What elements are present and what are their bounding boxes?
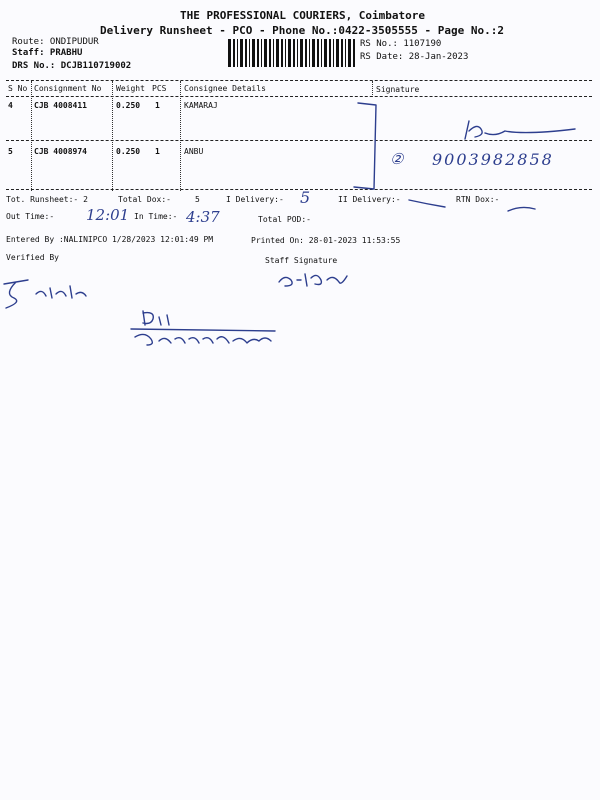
barcode	[228, 39, 356, 67]
cell-consignee: KAMARAJ	[184, 101, 218, 110]
hand-bracket	[350, 95, 380, 195]
col-signature: Signature	[376, 85, 420, 94]
staff-signature	[275, 268, 355, 292]
rs-number: RS No.: 1107190	[360, 39, 442, 49]
col-pcs: PCS	[152, 84, 167, 93]
customer-signature	[455, 115, 585, 150]
rs-date: RS Date: 28-Jan-2023	[360, 52, 469, 62]
out-time-value: 12:01	[86, 206, 130, 224]
rtn-dox-dash	[505, 203, 540, 218]
col-sno: S No	[8, 84, 28, 93]
col-consignment: Consignment No	[34, 84, 102, 93]
cell-pcs: 1	[155, 147, 160, 156]
i-delivery-value: 5	[300, 188, 311, 207]
divider	[6, 189, 592, 190]
cell-weight: 0.250	[116, 147, 141, 156]
drs-number: DRS No.: DCJB110719002	[12, 61, 132, 71]
cell-consignee: ANBU	[184, 147, 204, 156]
staff-label: Staff: PRABHU	[12, 48, 83, 58]
total-pod-label: Total POD:-	[258, 215, 311, 224]
column-separator	[180, 81, 181, 191]
company-title: THE PROFESSIONAL COURIERS, Coimbatore	[180, 9, 426, 22]
col-weight: Weight	[116, 84, 145, 93]
entered-by: Entered By :NALINIPCO 1/28/2023 12:01:49 PM	[6, 235, 214, 244]
cell-sno: 4	[8, 101, 13, 110]
cell-weight: 0.250	[116, 101, 141, 110]
col-consignee: Consignee Details	[184, 84, 266, 93]
divider	[6, 80, 592, 81]
in-time-value: 4:37	[186, 208, 220, 226]
staff-signature-label: Staff Signature	[265, 256, 338, 265]
cell-consignment: CJB 4008411	[34, 101, 87, 110]
verified-by-label: Verified By	[6, 253, 59, 262]
route-label: Route: ONDIPUDUR	[12, 37, 99, 47]
cell-sno: 5	[8, 147, 13, 156]
total-dox-value: 5	[195, 195, 200, 204]
total-dox-label: Total Dox:-	[118, 195, 171, 204]
column-separator	[31, 81, 32, 191]
out-time-label: Out Time:-	[6, 212, 55, 221]
verifier-signature	[0, 276, 95, 312]
handwritten-phone: 9003982858	[432, 150, 554, 169]
handwritten-circled-mark: ②	[390, 150, 404, 168]
cell-pcs: 1	[155, 101, 160, 110]
i-delivery-label: I Delivery:-	[226, 195, 284, 204]
officer-signature	[125, 305, 285, 355]
runsheet-subtitle: Delivery Runsheet - PCO - Phone No.:0422-3505555 - Page No.:2	[100, 24, 504, 37]
in-time-label: In Time:-	[134, 212, 178, 221]
rtn-dox-label: RTN Dox:-	[456, 195, 500, 204]
column-separator	[112, 81, 113, 191]
ii-delivery-dash	[405, 196, 450, 211]
divider	[6, 96, 592, 97]
ii-delivery-label: II Delivery:-	[338, 195, 401, 204]
printed-on: Printed On: 28-01-2023 11:53:55	[251, 236, 401, 245]
cell-consignment: CJB 4008974	[34, 147, 87, 156]
tot-runsheet: Tot. Runsheet:- 2	[6, 195, 88, 204]
